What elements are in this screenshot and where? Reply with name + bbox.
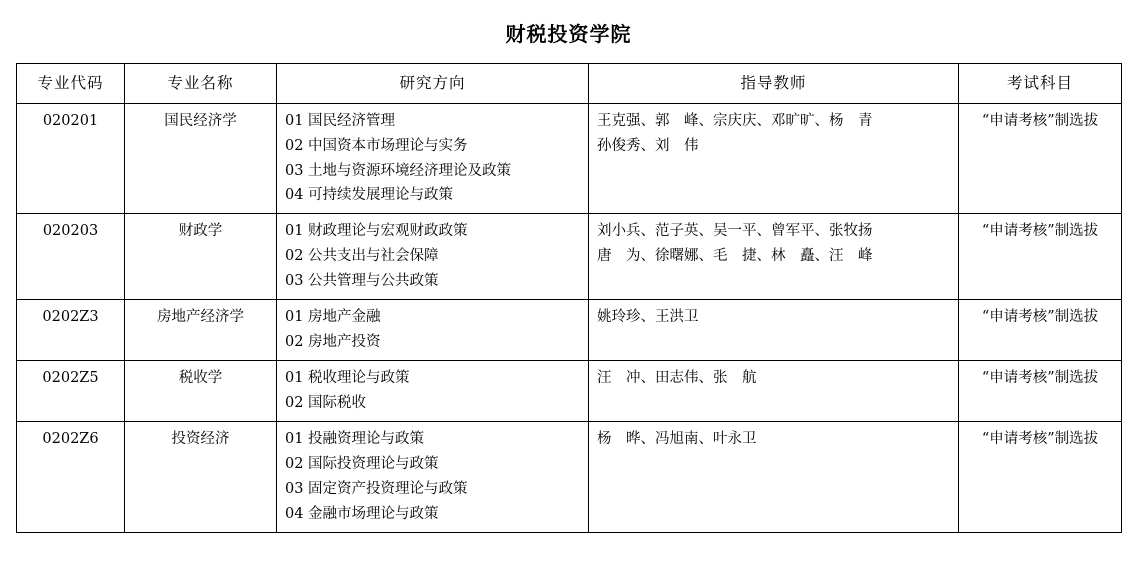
- cell-exam-subject: “申请考核”制选拔: [959, 300, 1122, 361]
- document-page: [0, 18, 1137, 566]
- cell-major-name: 房地产经济学: [125, 300, 277, 361]
- cell-supervisors: [589, 421, 959, 532]
- supervisor-line: 孙俊秀、刘 伟: [597, 137, 699, 154]
- table-row: [17, 214, 1122, 300]
- research-direction-item: 03 公共管理与公共政策: [285, 273, 439, 290]
- research-direction-item: 04 金融市场理论与政策: [285, 505, 439, 522]
- table-header-row: [17, 64, 1122, 104]
- cell-major-name: 投资经济: [125, 421, 277, 532]
- table-row: [17, 103, 1122, 214]
- majors-table: [16, 63, 1122, 533]
- cell-exam-subject: “申请考核”制选拔: [959, 361, 1122, 422]
- cell-supervisors: [589, 214, 959, 300]
- research-direction-item: 02 公共支出与社会保障: [285, 248, 439, 265]
- research-direction-item: 02 国际投资理论与政策: [285, 455, 439, 472]
- cell-major-name: 财政学: [125, 214, 277, 300]
- supervisor-line: 杨 晔、冯旭南、叶永卫: [597, 430, 757, 447]
- cell-supervisors: [589, 103, 959, 214]
- research-direction-item: 02 房地产投资: [285, 334, 381, 351]
- column-header-exam-subject: 考试科目: [959, 64, 1122, 104]
- cell-research-directions: [277, 214, 589, 300]
- cell-exam-subject: “申请考核”制选拔: [959, 214, 1122, 300]
- research-direction-item: 04 可持续发展理论与政策: [285, 187, 454, 204]
- research-direction-item: 02 中国资本市场理论与实务: [285, 137, 468, 154]
- research-direction-item: 01 国民经济管理: [285, 112, 396, 129]
- cell-major-name: 税收学: [125, 361, 277, 422]
- cell-major-code: 0202Z5: [17, 361, 125, 422]
- column-header-supervisor: 指导教师: [589, 64, 959, 104]
- cell-exam-subject: “申请考核”制选拔: [959, 421, 1122, 532]
- research-direction-item: 03 土地与资源环境经济理论及政策: [285, 162, 512, 179]
- cell-research-directions: [277, 300, 589, 361]
- supervisor-line: 唐 为、徐曙娜、毛 捷、林 矗、汪 峰: [597, 248, 873, 265]
- column-header-major-name: 专业名称: [125, 64, 277, 104]
- cell-major-code: 0202Z6: [17, 421, 125, 532]
- table-body: [17, 103, 1122, 532]
- column-header-major-code: 专业代码: [17, 64, 125, 104]
- supervisor-line: 刘小兵、范子英、吴一平、曾军平、张牧扬: [597, 223, 873, 240]
- cell-research-directions: [277, 103, 589, 214]
- cell-major-code: 020201: [17, 103, 125, 214]
- research-direction-item: 01 税收理论与政策: [285, 370, 410, 387]
- table-row: [17, 361, 1122, 422]
- cell-major-code: 020203: [17, 214, 125, 300]
- cell-exam-subject: “申请考核”制选拔: [959, 103, 1122, 214]
- cell-supervisors: [589, 361, 959, 422]
- table-row: [17, 421, 1122, 532]
- column-header-research-direction: 研究方向: [277, 64, 589, 104]
- supervisor-line: 姚玲珍、王洪卫: [597, 309, 699, 326]
- supervisor-line: 王克强、郭 峰、宗庆庆、邓旷旷、杨 青: [597, 112, 873, 129]
- cell-major-name: 国民经济学: [125, 103, 277, 214]
- cell-research-directions: [277, 421, 589, 532]
- cell-major-code: 0202Z3: [17, 300, 125, 361]
- cell-supervisors: [589, 300, 959, 361]
- research-direction-item: 02 国际税收: [285, 395, 367, 412]
- cell-research-directions: [277, 361, 589, 422]
- table-row: [17, 300, 1122, 361]
- research-direction-item: 01 投融资理论与政策: [285, 430, 425, 447]
- research-direction-item: 03 固定资产投资理论与政策: [285, 480, 468, 497]
- page-title: 财税投资学院: [505, 22, 632, 46]
- research-direction-item: 01 房地产金融: [285, 309, 381, 326]
- supervisor-line: 汪 冲、田志伟、张 航: [597, 370, 757, 387]
- research-direction-item: 01 财政理论与宏观财政政策: [285, 223, 468, 240]
